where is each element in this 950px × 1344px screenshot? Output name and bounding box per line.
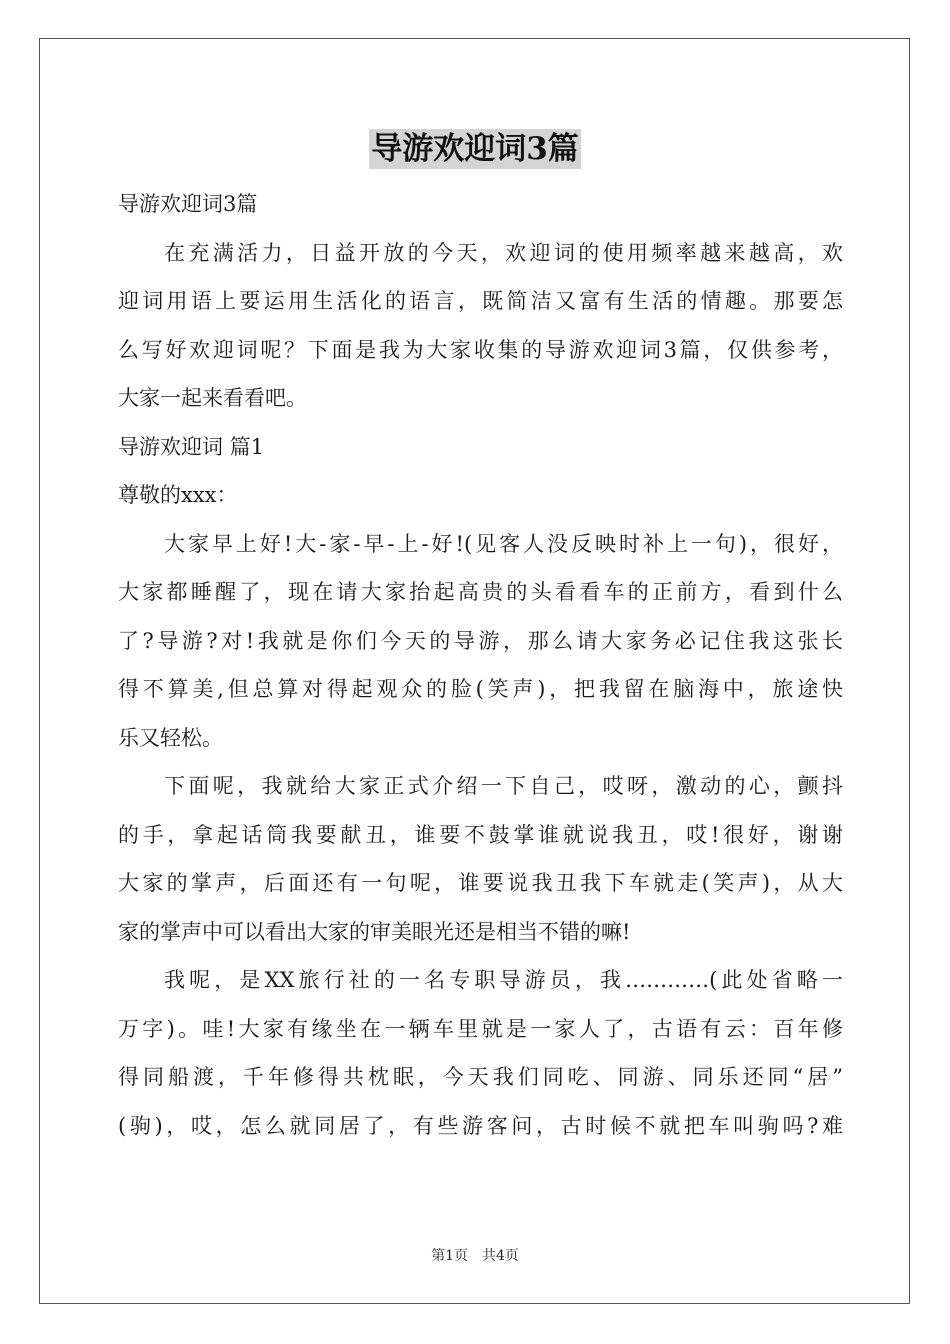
text-line: 家的掌声中可以看出大家的审美眼光还是相当不错的嘛! xyxy=(118,919,631,944)
text-line: 尊敬的xxx： xyxy=(118,483,238,507)
text-line: 导游欢迎词 篇1 xyxy=(118,434,265,459)
page-footer: 第1页 共4页 xyxy=(431,1248,519,1264)
text-line: 大家一起来看看吧。 xyxy=(118,386,307,410)
text-line: (驹)，哎，怎么就同居了，有些游客问，古时候不就把车叫驹吗?难 xyxy=(118,1113,843,1138)
text-line: 乐又轻松。 xyxy=(118,725,223,750)
document-body xyxy=(118,180,843,1150)
text-line: 么写好欢迎词呢？下面是我为大家收集的导游欢迎词3篇，仅供参考， xyxy=(118,337,843,362)
text-line: 导游欢迎词3篇 xyxy=(118,192,258,216)
text-line: 在充满活力，日益开放的今天，欢迎词的使用频率越来越高，欢 xyxy=(164,240,843,265)
page-title: 导游欢迎词3篇 xyxy=(371,131,579,167)
text-line: 下面呢，我就给大家正式介绍一下自己，哎呀，激动的心，颤抖 xyxy=(164,774,843,798)
text-line: 我呢，是XX旅行社的一名专职导游员，我…………(此处省略一 xyxy=(164,968,843,992)
title-block xyxy=(0,129,950,169)
text-line: 了?导游?对!我就是你们今天的导游，那么请大家务必记住我这张长 xyxy=(118,628,843,653)
text-line: 大家早上好!大-家-早-上-好!(见客人没反映时补上一句)，很好， xyxy=(164,531,843,556)
text-line: 万字)。哇!大家有缘坐在一辆车里就是一家人了，古语有云：百年修 xyxy=(118,1016,843,1041)
text-line: 得不算美,但总算对得起观众的脸(笑声)，把我留在脑海中，旅途快 xyxy=(118,677,843,701)
text-line: 大家的掌声，后面还有一句呢，谁要说我丑我下车就走(笑声)，从大 xyxy=(118,871,843,895)
text-line: 大家都睡醒了，现在请大家抬起高贵的头看看车的正前方，看到什么 xyxy=(118,580,843,604)
text-line: 迎词用语上要运用生活化的语言，既简洁又富有生活的情趣。那要怎 xyxy=(118,289,843,313)
text-line: 得同船渡，千年修得共枕眠，今天我们同吃、同游、同乐还同“居” xyxy=(118,1065,843,1089)
text-line: 的手，拿起话筒我要献丑，谁要不鼓掌谁就说我丑，哎!很好，谢谢 xyxy=(118,822,843,847)
